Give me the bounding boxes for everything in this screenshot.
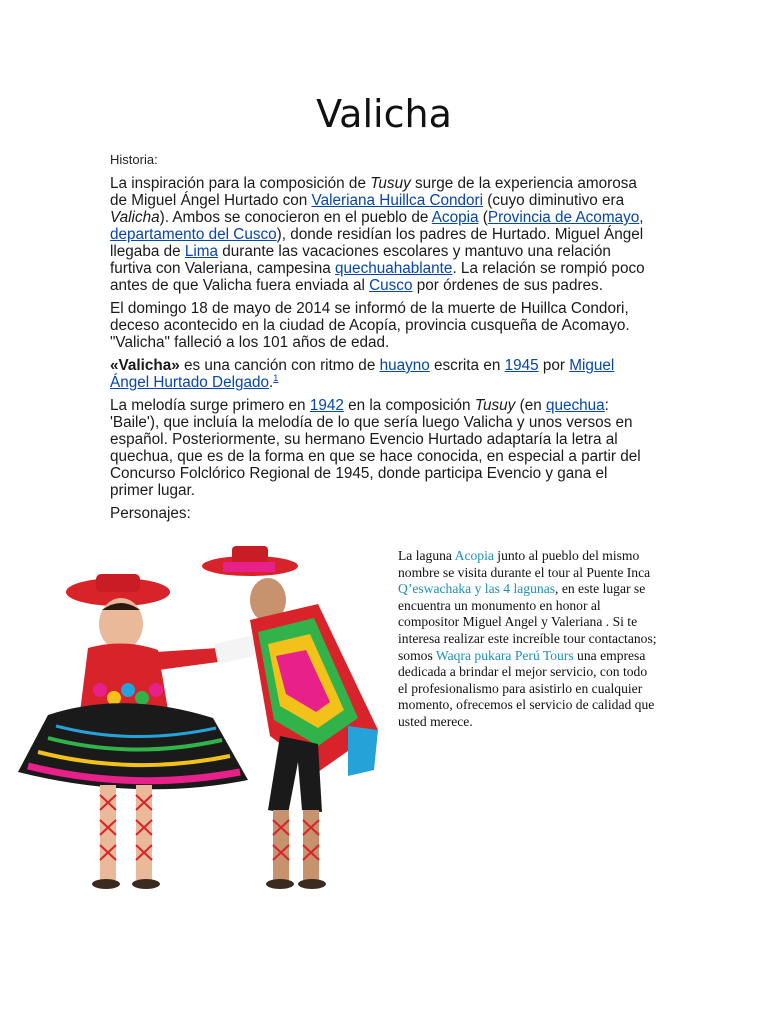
link-valeriana[interactable]: Valeriana Huillca Condori — [311, 192, 484, 209]
text: escrita en — [429, 357, 505, 374]
link-huayno[interactable]: huayno — [379, 357, 430, 374]
link-quechuahablante[interactable]: quechuahablante — [335, 260, 453, 277]
link-qeswachaka[interactable]: Q’eswachaka y las 4 lagunas — [398, 581, 556, 597]
text: por órdenes de sus padres. — [412, 277, 603, 294]
man-dancer — [202, 546, 378, 889]
historia-label: Historia: — [110, 152, 158, 167]
text: La melodía surge primero en — [110, 397, 310, 414]
dancers-illustration — [18, 540, 388, 902]
link-lima[interactable]: Lima — [184, 243, 219, 260]
link-acopia[interactable]: Acopia — [431, 209, 479, 226]
italic-text: Tusuy — [370, 175, 411, 192]
link-provincia-acomayo[interactable]: Provincia de Acomayo — [487, 209, 640, 226]
link-cusco[interactable]: Cusco — [369, 277, 413, 294]
italic-text: Tusuy — [474, 397, 516, 414]
text: (cuyo diminutivo era — [483, 192, 625, 209]
link-quechua[interactable]: quechua — [545, 397, 605, 414]
italic-text: Valicha — [110, 209, 160, 226]
text: ). Ambos se conocieron en el pueblo de — [159, 209, 432, 226]
link-1942[interactable]: 1942 — [309, 397, 344, 414]
text: es una canción con ritmo de — [179, 357, 380, 374]
article-body — [110, 152, 655, 528]
text: ( — [478, 209, 488, 226]
text: . La relación se rompió poco antes de que Valicha fuera enviada al — [110, 260, 645, 294]
text: : 'Baile'), que incluía la melodía de lo que sería luego Valicha y unos versos en español. Posteriormente, su hermano Evencio Hurtado adaptaría la letra al quechua, que es de la forma en que se hace conocida, en especial a partir del Concurso Folclórico Regional de 1945, donde participa Evencio y gana el primer lugar. — [110, 397, 641, 499]
text: La laguna — [398, 548, 455, 563]
paragraph-inspiracion — [110, 175, 655, 294]
text: una empresa dedicada a brindar el mejor servicio, con todo el profesionalismo para asistirlo en cualquier momento, ofrecemos el servicio de calidad que usted merece. — [398, 647, 655, 729]
tour-promo-text — [398, 548, 660, 731]
footnote-link[interactable]: 1 — [273, 372, 279, 383]
personajes-label: Personajes: — [110, 505, 191, 522]
text: (en — [515, 397, 546, 414]
text: por — [538, 357, 570, 374]
link-1945[interactable]: 1945 — [504, 357, 539, 374]
text: durante las vacaciones escolares y mantuvo una relación furtiva con Valeriana, campesina — [110, 243, 611, 277]
page-title: Valicha — [316, 92, 452, 136]
paragraph-fallecimiento: El domingo 18 de mayo de 2014 se informó de la muerte de Huillca Condori, deceso acontecido en la ciudad de Acopía, provincia cusqueña de Acomayo. "Valicha" falleció a los 101 años de edad. — [110, 300, 630, 351]
text: , en este lugar se encuentra un monumento en honor al compositor Miguel Angel y Valeriana . Si te interesa realizar este increíble tour contactanos; somos — [398, 581, 657, 663]
text: ), donde residían los padres de Hurtado. Miguel Ángel llegaba de — [110, 226, 644, 260]
text: junto al pueblo del mismo nombre se visita durante el tour al Puente Inca — [398, 548, 651, 580]
text: en la composición — [343, 397, 475, 414]
text: La inspiración para la composición de — [110, 175, 371, 192]
paragraph-cancion — [110, 357, 655, 391]
link-miguel-angel-hurtado-delgado[interactable]: Miguel Ángel Hurtado Delgado — [110, 357, 615, 391]
link-waqra-pukara[interactable]: Waqra pukara Perú Tours — [435, 647, 574, 663]
dancers-svg — [18, 540, 388, 902]
text: , — [639, 209, 644, 226]
link-departamento-cusco[interactable]: departamento del Cusco — [110, 226, 277, 243]
text: . — [269, 374, 274, 391]
text: surge de la experiencia amorosa de Miguel Ángel Hurtado con — [110, 175, 637, 209]
link-acopia-tour[interactable]: Acopia — [454, 548, 494, 563]
woman-dancer — [18, 574, 248, 889]
bold-text: «Valicha» — [110, 357, 180, 374]
paragraph-melodia — [110, 397, 655, 499]
